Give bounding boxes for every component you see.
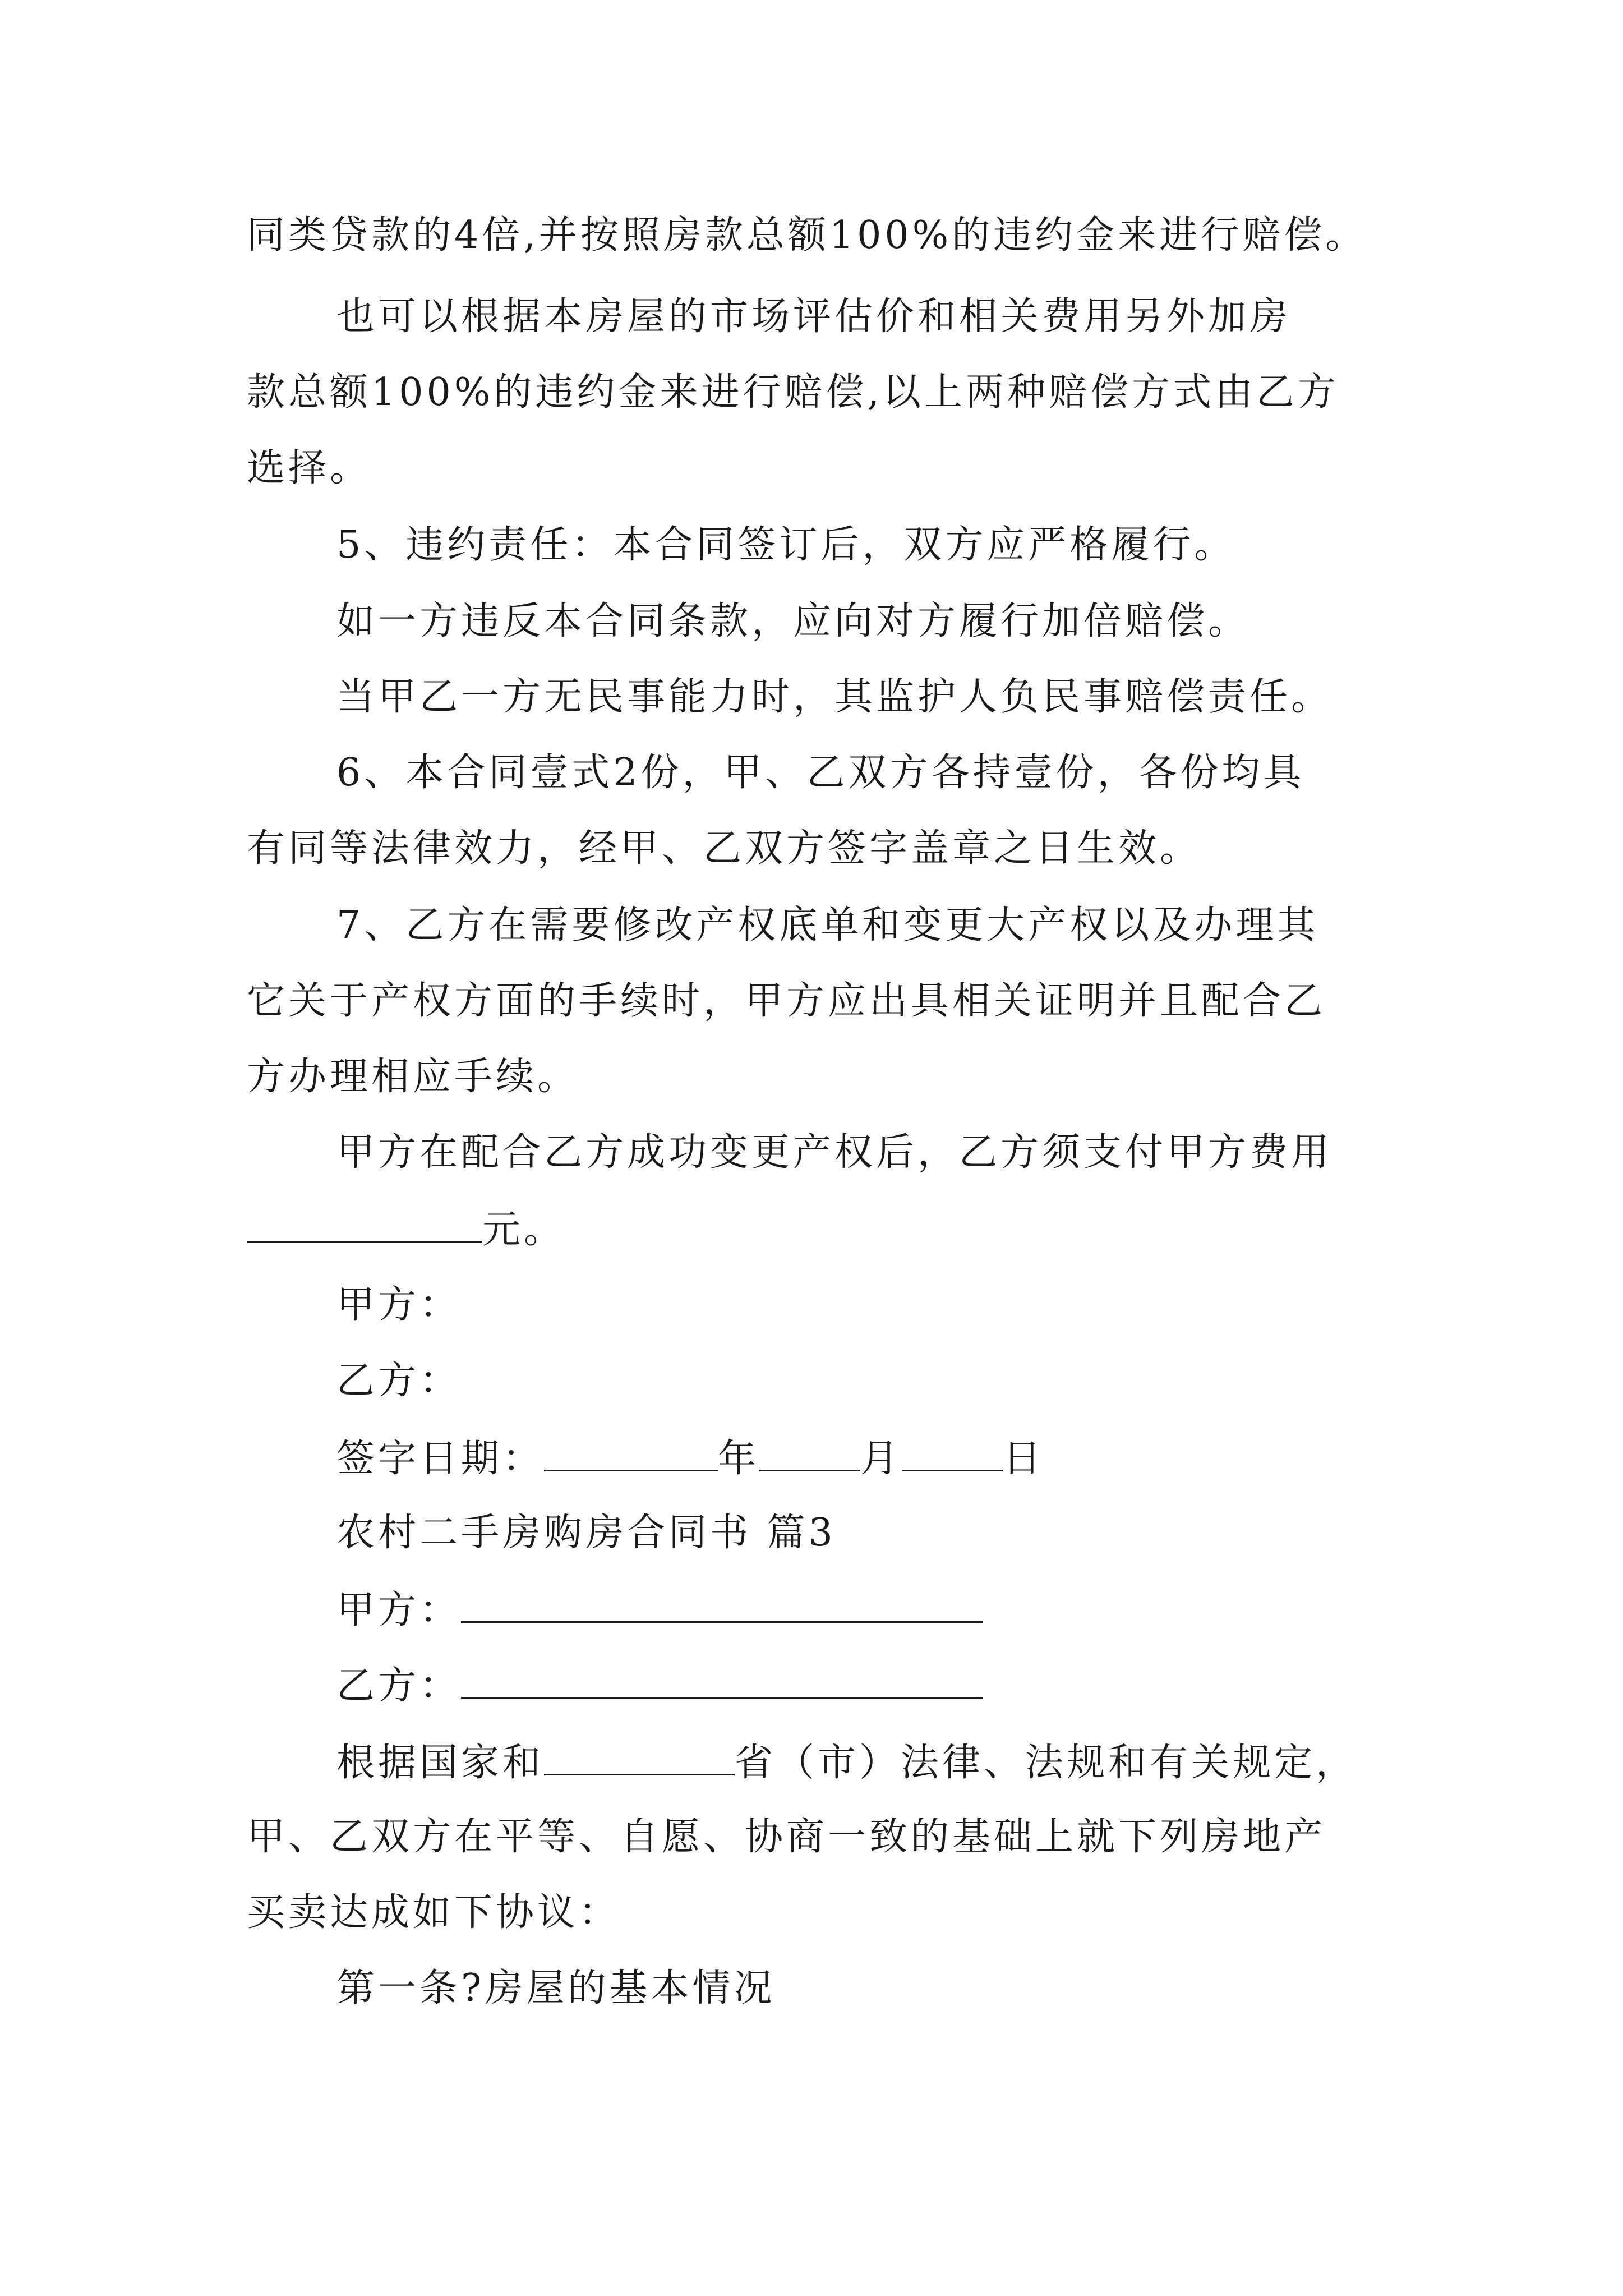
text-line: 款总额100%的违约金来进行赔偿,以上两种赔偿方式由乙方: [247, 370, 1340, 415]
day-label: 日: [1003, 1437, 1045, 1481]
text-line: 方办理相应手续。: [247, 1055, 579, 1099]
sign-date-label: 签字日期：: [336, 1437, 545, 1481]
text-line: 也可以根据本房屋的市场评估价和相关费用另外加房: [336, 295, 1292, 339]
article-one-title: 第一条?房屋的基本情况: [336, 1966, 776, 2010]
text-line: 选择。: [247, 446, 372, 490]
year-label: 年: [718, 1437, 760, 1481]
section-title: 农村二手房购房合同书 篇3: [336, 1511, 836, 1555]
year-blank: [544, 1435, 718, 1471]
party-b-label-2: 乙方：: [336, 1664, 462, 1708]
text-line: 有同等法律效力，经甲、乙双方签字盖章之日生效。: [247, 826, 1202, 871]
text-line: 它关于产权方面的手续时，甲方应出具相关证明并且配合乙: [247, 979, 1326, 1023]
party-a-blank: [461, 1586, 983, 1623]
party-b-line: [336, 1662, 983, 1709]
basis-suffix: 省（市）法律、法规和有关规定，: [735, 1741, 1358, 1785]
party-b-blank: [461, 1662, 983, 1699]
month-blank: [759, 1435, 860, 1471]
text-line: 如一方违反本合同条款，应向对方履行加倍赔偿。: [336, 599, 1250, 643]
fee-line: [247, 1206, 565, 1253]
text-line: 同类贷款的4倍,并按照房款总额100%的违约金来进行赔偿。: [247, 213, 1367, 257]
sign-date-line: [336, 1435, 1044, 1481]
basis-prefix: 根据国家和: [336, 1741, 545, 1785]
text-line: 6、本合同壹式2份，甲、乙双方各持壹份，各份均具: [336, 751, 1305, 795]
day-blank: [902, 1435, 1003, 1471]
party-a-line: [336, 1586, 983, 1633]
party-b-label: 乙方：: [336, 1359, 462, 1403]
province-blank: [544, 1739, 735, 1775]
fee-unit: 元。: [482, 1208, 566, 1252]
basis-line-3: 买卖达成如下协议：: [247, 1890, 621, 1935]
text-line: 5、违约责任：本合同签订后，双方应严格履行。: [336, 523, 1236, 567]
text-line: 当甲乙一方无民事能力时，其监护人负民事赔偿责任。: [336, 675, 1333, 719]
text-line: 甲方在配合乙方成功变更产权后，乙方须支付甲方费用: [336, 1130, 1333, 1175]
text-line: 7、乙方在需要修改产权底单和变更大产权以及办理其: [336, 903, 1319, 947]
month-label: 月: [860, 1437, 902, 1481]
fee-blank: [247, 1206, 482, 1243]
basis-line-2: 甲、乙双方在平等、自愿、协商一致的基础上就下列房地产: [247, 1815, 1326, 1859]
party-a-label-2: 甲方：: [336, 1588, 462, 1632]
party-a-label: 甲方：: [336, 1283, 462, 1327]
basis-line-1: [336, 1739, 1357, 1786]
